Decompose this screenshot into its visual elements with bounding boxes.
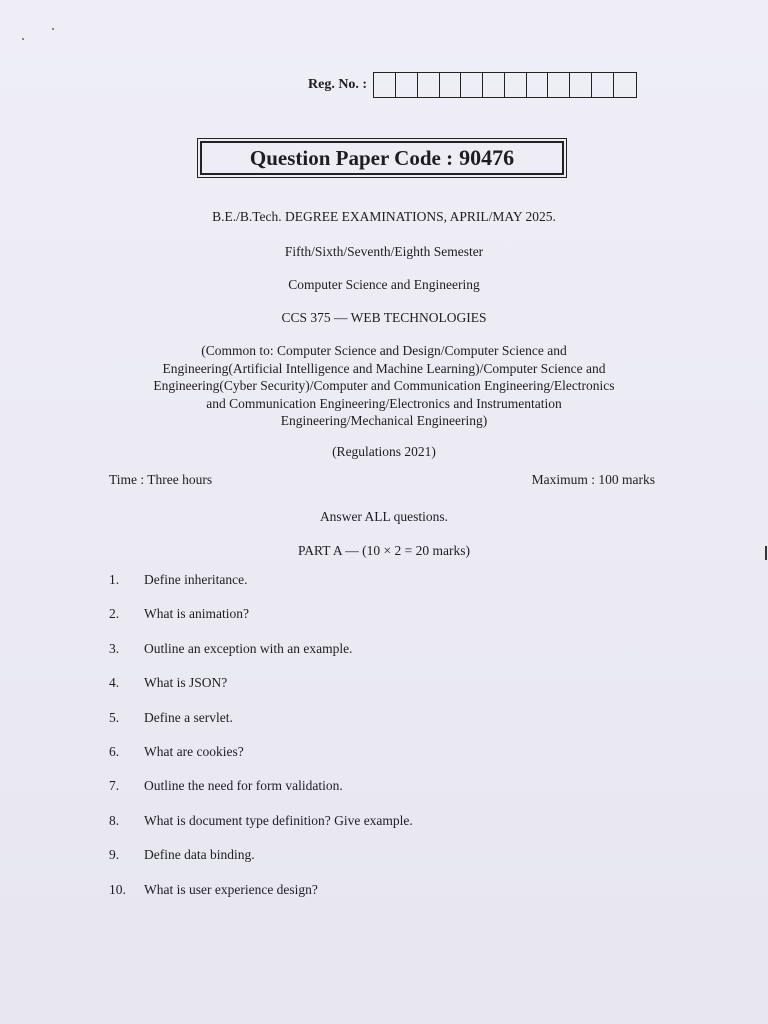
reg-no-box bbox=[505, 73, 527, 97]
reg-no-box bbox=[548, 73, 570, 97]
reg-no-label: Reg. No. : bbox=[308, 77, 368, 92]
reg-no bbox=[308, 72, 637, 98]
question-number: 10. bbox=[109, 881, 126, 897]
question-text: What is animation? bbox=[144, 606, 249, 622]
time-marks-row bbox=[109, 472, 655, 488]
part-a-title: PART A — (10 × 2 = 20 marks) bbox=[298, 543, 470, 558]
question-item bbox=[109, 572, 247, 588]
question-text: Outline the need for form validation. bbox=[144, 778, 343, 794]
semester: Fifth/Sixth/Seventh/Eighth Semester bbox=[284, 244, 484, 259]
reg-no-box bbox=[527, 73, 549, 97]
reg-no-box bbox=[461, 73, 483, 97]
common-to-line: Engineering(Artificial Intelligence and Machine Learning)/Computer Science and bbox=[162, 360, 606, 376]
instruction: Answer ALL questions. bbox=[319, 509, 449, 524]
question-text: What is document type definition? Give example. bbox=[144, 812, 413, 828]
question-item bbox=[109, 882, 318, 898]
paper-code-label: Question Paper Code : bbox=[249, 145, 454, 170]
question-number: 2. bbox=[109, 606, 120, 622]
question-text: What is JSON? bbox=[144, 675, 228, 691]
question-text: Define data binding. bbox=[144, 847, 255, 863]
question-number: 3. bbox=[109, 640, 120, 656]
question-number: 7. bbox=[109, 778, 120, 794]
common-to-line: (Common to: Computer Science and Design/Computer Science and bbox=[201, 343, 567, 358]
reg-no-box bbox=[418, 73, 440, 97]
question-item bbox=[109, 744, 244, 760]
course-title: CCS 375 — WEB TECHNOLOGIES bbox=[281, 310, 487, 325]
question-text: Define a servlet. bbox=[144, 709, 233, 725]
question-item bbox=[109, 847, 255, 863]
question-number: 4. bbox=[109, 675, 120, 691]
paper-speck bbox=[52, 28, 54, 30]
maximum-marks: Maximum : 100 marks bbox=[531, 472, 655, 487]
question-item bbox=[109, 710, 233, 726]
regulations: (Regulations 2021) bbox=[332, 444, 436, 459]
reg-no-box bbox=[483, 73, 505, 97]
common-to bbox=[0, 342, 768, 430]
question-item bbox=[109, 813, 413, 829]
question-item bbox=[109, 606, 249, 622]
reg-no-box bbox=[592, 73, 614, 97]
common-to-line: Engineering(Cyber Security)/Computer and Communication Engineering/Electronics bbox=[153, 378, 615, 393]
reg-no-box bbox=[614, 73, 636, 97]
margin-mark bbox=[765, 546, 767, 560]
question-item bbox=[109, 778, 343, 794]
question-number: 5. bbox=[109, 709, 120, 725]
reg-no-box bbox=[396, 73, 418, 97]
paper-code-number: 90476 bbox=[459, 145, 515, 170]
paper-speck bbox=[22, 38, 24, 40]
reg-no-box bbox=[570, 73, 592, 97]
common-to-line: Engineering/Mechanical Engineering) bbox=[280, 413, 488, 428]
question-text: What is user experience design? bbox=[144, 881, 318, 897]
question-item bbox=[109, 641, 352, 657]
reg-no-box bbox=[374, 73, 396, 97]
department: Computer Science and Engineering bbox=[288, 277, 480, 292]
question-number: 9. bbox=[109, 847, 120, 863]
question-text: What are cookies? bbox=[144, 744, 244, 759]
reg-no-box bbox=[440, 73, 462, 97]
common-to-line: and Communication Engineering/Electronics and Instrumentation bbox=[206, 395, 562, 411]
question-text: Outline an exception with an example. bbox=[144, 640, 353, 656]
exam-title: B.E./B.Tech. DEGREE EXAMINATIONS, APRIL/MAY 2025. bbox=[212, 209, 556, 224]
question-paper-code bbox=[200, 141, 564, 175]
question-number: 1. bbox=[109, 572, 120, 587]
time-duration: Time : Three hours bbox=[109, 472, 213, 487]
question-text: Define inheritance. bbox=[144, 572, 248, 587]
reg-no-boxes bbox=[373, 72, 637, 98]
question-item bbox=[109, 675, 227, 691]
question-number: 6. bbox=[109, 744, 120, 759]
question-number: 8. bbox=[109, 812, 120, 828]
